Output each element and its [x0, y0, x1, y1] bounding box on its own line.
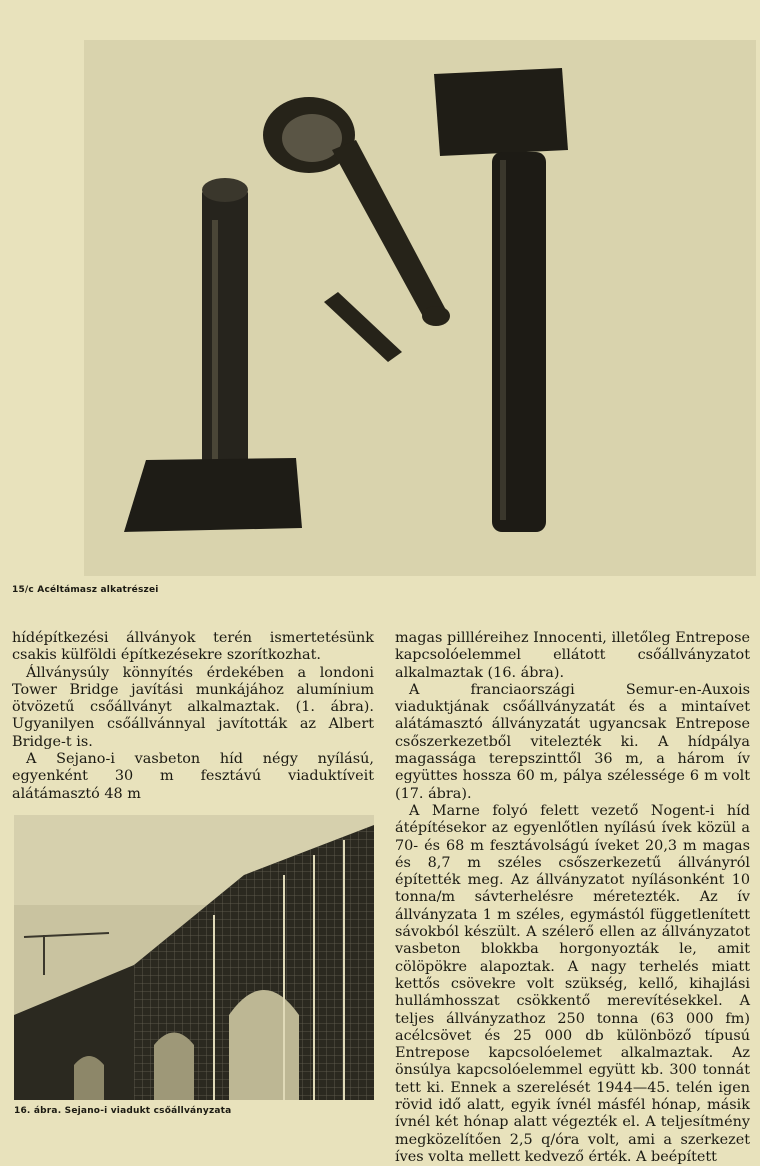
paragraph: A franciaországi Semur-en-Auxois viaduktjának csőállványzatát és a mintaívet alátámasztó állványzatát ugyancsak Entrepose csőszerkezetből vitelezték ki. A hídpálya magassága terepszinttől 36 m, a három ív együttes hossza 60 m, pálya szélessége 6 m volt (17. ábra). — [395, 681, 750, 802]
right-top-plate — [434, 68, 568, 156]
steel-support-parts-photo — [84, 40, 756, 576]
left-post-shaft — [202, 188, 248, 478]
figure-caption-top: 15/c Acéltámasz alkatrészei — [12, 585, 159, 595]
arch-opening — [154, 1033, 194, 1101]
paragraph: Állványsúly könnyítés érdekében a londoni Tower Bridge javítási munkájához alumínium ötvözetű csőállványt alkalmaztak. (1. ábra). Ugyanilyen csőállvánnyal javították az Albert Bridge-t is. — [12, 664, 374, 750]
figure-caption-bottom: 16. ábra. Sejano-i viadukt csőállványzata — [14, 1106, 232, 1116]
arch-opening — [229, 990, 299, 1100]
paragraph: A Marne folyó felett vezető Nogent-i híd átépítésekor az egyenlőtlen nyílású ívek közül a 70- és 68 m fesztávolságú íveket 20,3 m magas és 8,7 m széles csőszerkezetű állványról építették meg. Az állványzatot nyílásonként 10 tonna/m sávterhelésre méretezték. Az ív állványzata 1 m széles, egymástól függetlenített sávokból készült. A szélerő ellen az állványzatot vasbeton blokkba horgonyozták le, amit cölöpökre alapoztak. A nagy terhelés miatt kettős csövekre volt szükség, kellő, kihajlási hullámhosszat csökkentő merevítésekkel. A teljes állványzathoz 250 tonna (63 000 fm) acélcsövet és 25 000 db különböző típusú Entrepose kapcsolóelemet alkalmaztak. Az önsúlya kapcsolóelemmel együtt kb. 300 tonnát tett ki. Ennek a szerelését 1944—45. telén igen rövid idő alatt, egyik ívnél másfél hónap, másik ívnél két hónap alatt végezték el. A teljesítmény megközelítően 2,5 q/óra volt, ami a szerkezet íves volta mellett kedvező érték. A beépített — [395, 802, 750, 1165]
right-text-column — [395, 630, 750, 1166]
paragraph: magas pillléreihez Innocenti, illetőleg Entrepose kapcsolóelemmel ellátott csőállványzatot alkalmaztak (16. ábra). — [395, 630, 750, 681]
paragraph: A Sejano-i vasbeton híd négy nyílású, egyenként 30 m fesztávú viaduktíveit alátámasztó 48 m — [12, 751, 374, 802]
left-base-plate — [124, 458, 302, 532]
viaduct-scaffolding-photo — [14, 815, 374, 1100]
arch-opening — [74, 1056, 104, 1100]
left-text-column — [12, 630, 374, 803]
paragraph: hídépítkezési állványok terén ismertetésünk csakis külföldi építkezésekre szorítkozhat. — [12, 630, 374, 664]
